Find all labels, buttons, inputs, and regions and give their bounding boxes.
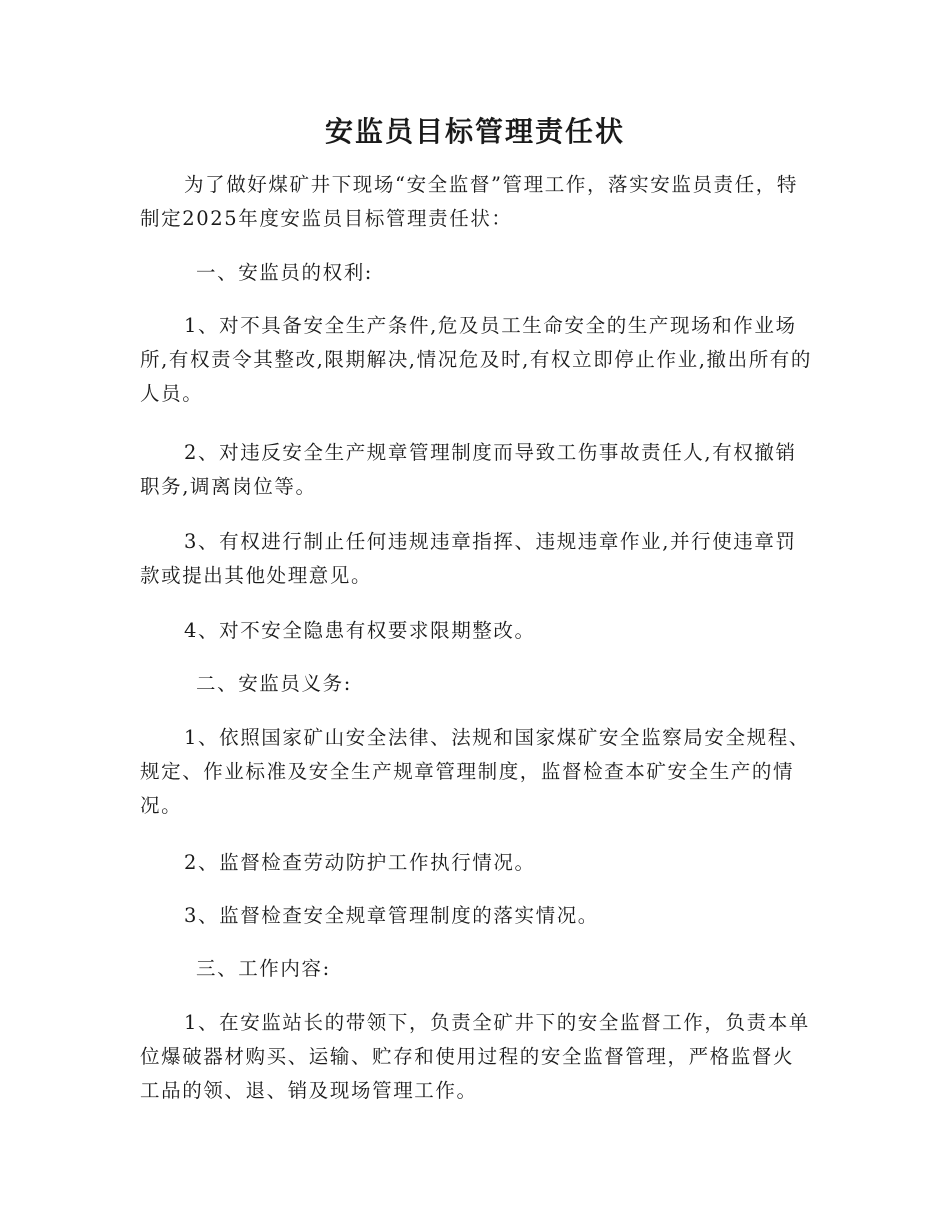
section-heading-duties: 二、安监员义务:	[196, 672, 352, 695]
duties-item-3: 3、监督检查安全规章管理制度的落实情况。	[184, 904, 599, 927]
duties-item-2: 2、监督检查劳动防护工作执行情况。	[184, 851, 536, 874]
document-title: 安监员目标管理责任状	[324, 115, 625, 148]
rights-item-4: 4、对不安全隐患有权要求限期整改。	[184, 619, 536, 642]
rights-item-3: 3、有权进行制止任何违规违章指挥、违规违章作业,并行使违章罚款或提出其他处理意见。	[140, 530, 797, 587]
rights-item-2: 2、对违反安全生产规章管理制度而导致工伤事故责任人,有权撤销职务,调离岗位等。	[140, 441, 797, 498]
work-item-1: 1、在安监站长的带领下，负责全矿井下的安全监督工作，负责本单位爆破器材购买、运输、贮存和使用过程的安全监督管理，严格监督火工品的领、退、销及现场管理工作。	[140, 1011, 810, 1102]
duties-item-1: 1、依照国家矿山安全法律、法规和国家煤矿安全监察局安全规程、规定、作业标准及安全生产规章管理制度，监督检查本矿安全生产的情况。	[140, 726, 810, 817]
rights-item-1: 1、对不具备安全生产条件,危及员工生命安全的生产现场和作业场所,有权责令其整改,限期解决,情况危及时,有权立即停止作业,撤出所有的人员。	[140, 314, 812, 405]
intro-paragraph: 为了做好煤矿井下现场“安全监督”管理工作，落实安监员责任，特制定2025年度安监员目标管理责任状：	[140, 173, 798, 230]
section-heading-rights: 一、安监员的权利:	[196, 261, 373, 284]
section-heading-work: 三、工作内容:	[196, 957, 331, 980]
